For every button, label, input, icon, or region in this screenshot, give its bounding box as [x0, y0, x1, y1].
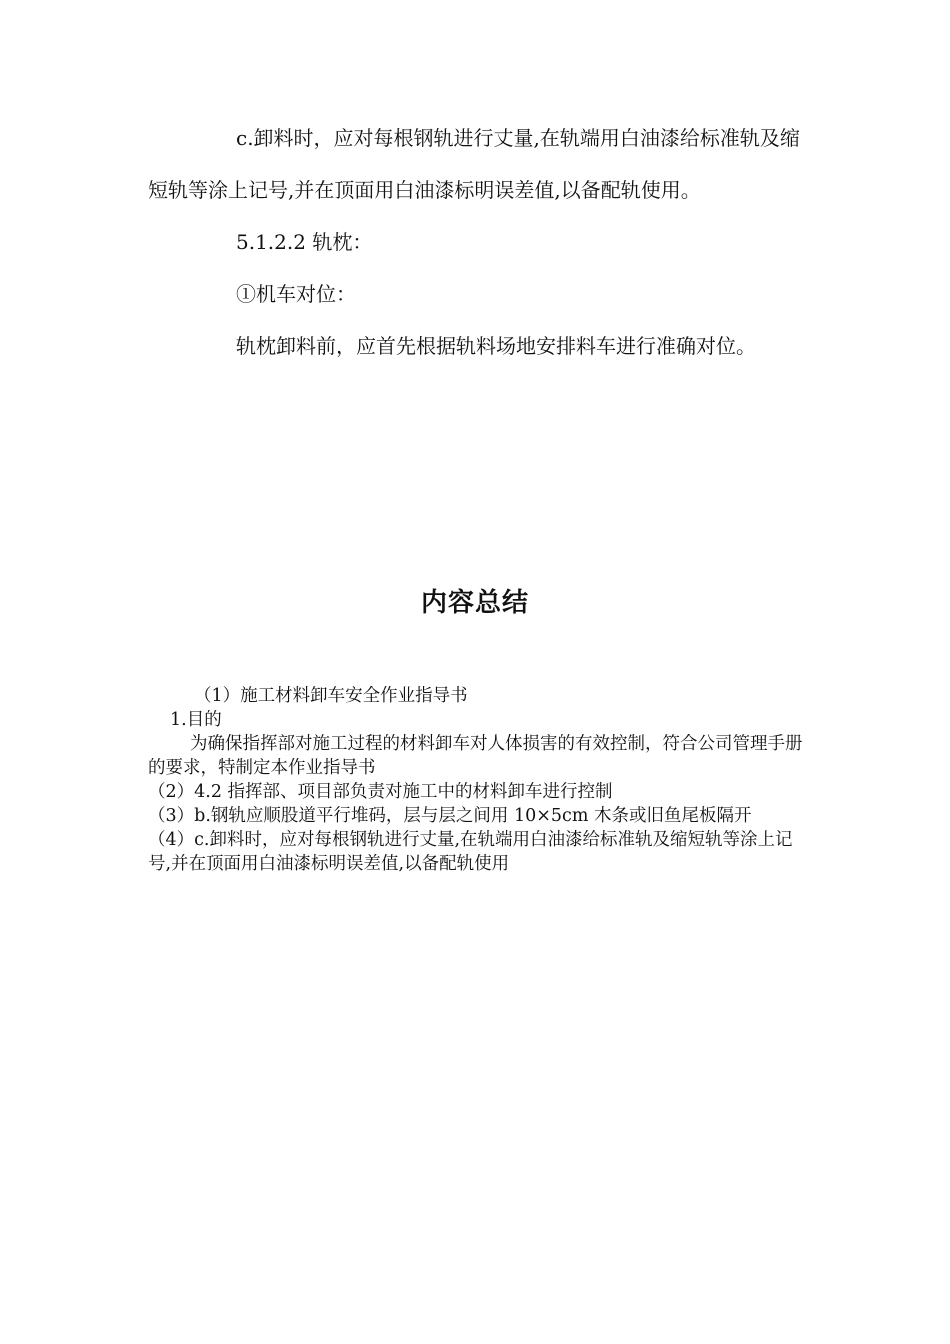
summary-title: 内容总结 [420, 588, 529, 618]
section-heading-sleeper: 5.1.2.2 轨枕： [236, 230, 373, 254]
summary-item: （1）施工材料卸车安全作业指导书 [194, 686, 468, 706]
paragraph-sleeper-unloading: 轨枕卸料前，应首先根据轨料场地安排料车进行准确对位。 [236, 334, 756, 358]
summary-item: （4）c.卸料时，应对每根钢轨进行丈量,在轨端用白油漆给标准轨及缩短轨等涂上记号,并在顶面用白油漆标明误差值,以备配轨使用 [148, 830, 793, 874]
paragraph-rail-unloading: c.卸料时，应对每根钢轨进行丈量,在轨端用白油漆给标准轨及缩短轨等涂上记号,并在顶面用白油漆标明误差值,以备配轨使用。 [148, 126, 800, 202]
summary-item: 1.目的 [170, 710, 222, 730]
summary-item: （3）b.钢轨应顺股道平行堆码，层与层之间用 10×5cm 木条或旧鱼尾板隔开 [148, 806, 752, 826]
summary-section [148, 684, 808, 876]
body-section [148, 112, 808, 372]
summary-item: （2）4.2 指挥部、项目部负责对施工中的材料卸车进行控制 [148, 782, 613, 802]
sub-heading-locomotive-positioning: ①机车对位： [236, 282, 356, 306]
summary-item: 为确保指挥部对施工过程的材料卸车对人体损害的有效控制，符合公司管理手册的要求，特制定本作业指导书 [148, 734, 803, 778]
